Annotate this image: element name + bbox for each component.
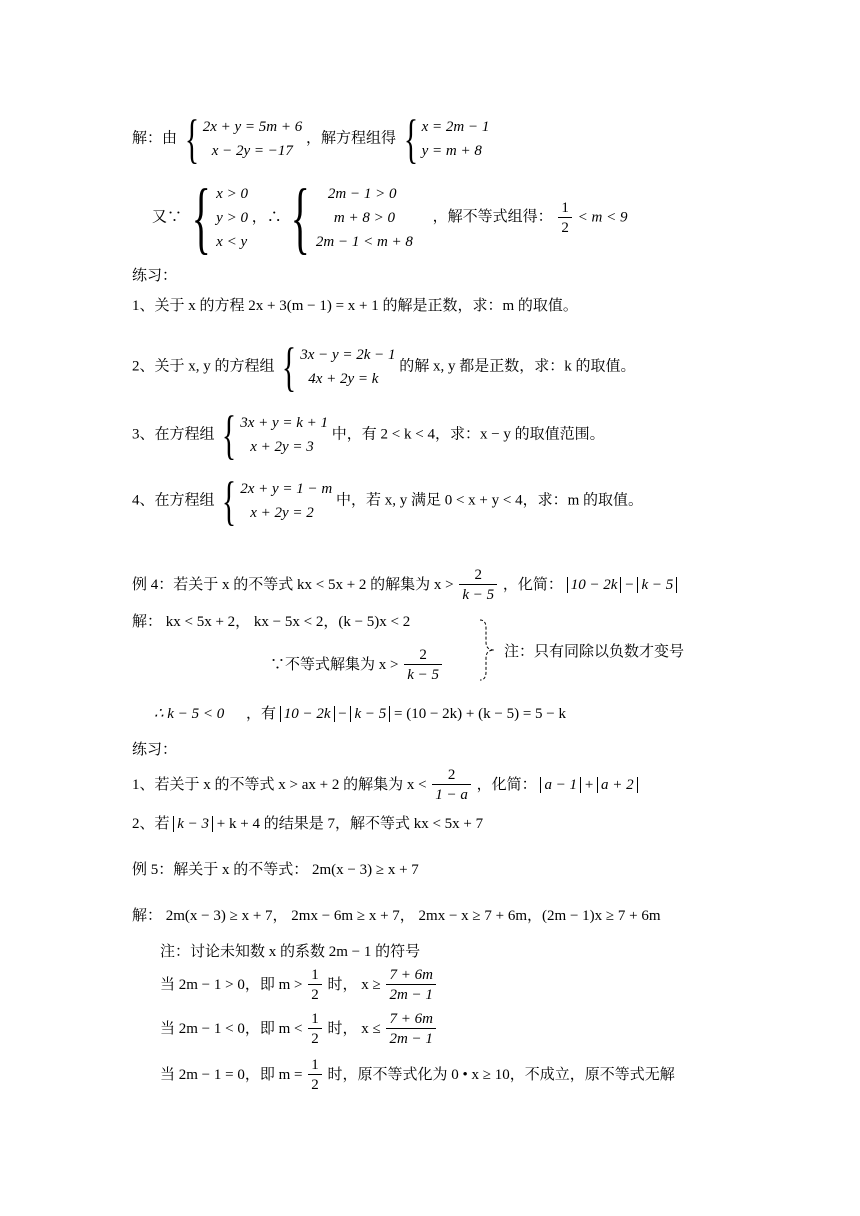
system-1: { 2x + y = 5m + 6 x − 2y = −17 (184, 109, 303, 169)
denominator: 2 (308, 984, 322, 1005)
absolute-value: 10 − 2k (280, 706, 335, 722)
fraction-half (308, 1056, 322, 1095)
denominator: 2 (558, 217, 572, 238)
text-segment: 时，原不等式化为 0 • x ≥ 10，不成立，原不等式无解 (327, 1066, 675, 1083)
right-brace-icon (478, 618, 498, 682)
fraction (386, 966, 435, 1005)
practice-question-3 (132, 405, 605, 465)
fraction (432, 766, 471, 805)
practice2-question-1 (132, 766, 638, 805)
ex3-solution-line1 (132, 109, 490, 169)
fraction-half (308, 1010, 322, 1049)
text-segment: + (584, 776, 594, 793)
numerator: 7 + 6m (389, 967, 433, 983)
text-segment: − (625, 576, 634, 593)
text-segment: ，化简： (502, 576, 563, 593)
text-segment: 例 4：若关于 x 的不等式 kx < 5x + 2 的解集为 x > (132, 576, 454, 593)
equation: 2x + y = 5m + 6 (202, 119, 303, 135)
inequality-system: { 2m − 1 > 0 m + 8 > 0 2m − 1 < m + 8 (291, 174, 413, 262)
equation: x = 2m − 1 (421, 119, 490, 135)
solution-prefix: 解：由 (132, 130, 178, 147)
denominator: 1 − a (432, 784, 471, 805)
system-2: { x = 2m − 1 y = m + 8 (403, 109, 490, 169)
numerator: 2 (419, 647, 427, 663)
equation: 2x + y = 1 − m (240, 481, 333, 497)
text-segment: 当 2m − 1 = 0，即 m = (160, 1066, 303, 1083)
text-segment: 当 2m − 1 > 0，即 m > (160, 976, 303, 993)
fraction (404, 646, 442, 685)
equation: 3x + y = k + 1 (240, 415, 329, 431)
fraction (459, 566, 497, 605)
example-5-note: 注：讨论未知数 x 的系数 2m − 1 的符号 (160, 944, 421, 960)
text-segment: 3、在方程组 (132, 426, 215, 443)
equation: x + 2y = 3 (250, 439, 314, 455)
text-segment: 的解 x, y 都是正数，求：k 的取值。 (399, 358, 636, 375)
denominator: 2m − 1 (386, 1028, 435, 1049)
text-segment: 中，若 x, y 满足 0 < x + y < 4，求：m 的取值。 (335, 492, 644, 509)
text-segment: 2、若 (132, 816, 170, 832)
ex3-solution-line2 (152, 174, 628, 262)
text-segment: < m < 9 (577, 209, 628, 226)
fraction-half (558, 199, 572, 238)
practice-question-4 (132, 471, 644, 531)
practice-heading-2: 练习： (132, 742, 178, 758)
practice-question-1: 1、关于 x 的方程 2x + 3(m − 1) = x + 1 的解是正数，求：m 的取值。 (132, 298, 578, 314)
equation: x + 2y = 2 (250, 505, 314, 521)
text-segment: 时， x ≥ (327, 976, 381, 993)
inequality: 2m − 1 < m + 8 (315, 234, 413, 250)
absolute-value: a + 2 (597, 777, 638, 793)
case-negative (160, 1010, 438, 1049)
text-segment: 中，有 2 < k < 4，求：x − y 的取值范围。 (331, 426, 605, 443)
denominator: 2 (308, 1074, 322, 1095)
equation: y = m + 8 (421, 143, 482, 159)
condition: y > 0 (216, 210, 248, 226)
example-4-solution-line2 (270, 646, 444, 685)
fraction-half (308, 966, 322, 1005)
case-positive (160, 966, 438, 1005)
example-4-solution-line1: 解： kx < 5x + 2， kx − 5x < 2，(k − 5)x < 2 (132, 614, 411, 630)
text-segment: 1、若关于 x 的不等式 x > ax + 2 的解集为 x < (132, 776, 427, 793)
system: { 3x − y = 2k − 1 4x + 2y = k (282, 337, 396, 397)
example-5-question: 例 5：解关于 x 的不等式： 2m(x − 3) ≥ x + 7 (132, 862, 419, 878)
text-segment: ∵不等式解集为 x > (270, 656, 399, 673)
text-segment: ，有 (245, 706, 276, 722)
system: { 2x + y = 1 − m x + 2y = 2 (222, 471, 333, 531)
text-segment: 当 2m − 1 < 0，即 m < (160, 1020, 303, 1037)
text-segment: = (10 − 2k) + (k − 5) = 5 − k (394, 706, 566, 722)
equation: 3x − y = 2k − 1 (300, 347, 396, 363)
inequality: 2m − 1 > 0 (327, 186, 397, 202)
denominator: 2 (308, 1028, 322, 1049)
practice-heading: 练习： (132, 268, 178, 284)
text-segment: 4、在方程组 (132, 492, 215, 509)
condition-system: { x > 0 y > 0 x < y (191, 174, 248, 262)
example-4-solution-line3 (154, 704, 566, 724)
text-segment: ，解方程组得 (305, 130, 396, 147)
numerator: 2 (447, 767, 456, 783)
numerator: 7 + 6m (389, 1011, 433, 1027)
denominator: 2m − 1 (386, 984, 435, 1005)
numerator: 1 (311, 967, 319, 983)
text-segment: ，解不等式组得： (432, 209, 553, 226)
denominator: k − 5 (404, 664, 442, 685)
case-zero (160, 1056, 675, 1095)
denominator: k − 5 (459, 584, 497, 605)
example-5-solution: 解： 2m(x − 3) ≥ x + 7， 2mx − 6m ≥ x + 7， 2mx − x ≥ 7 + 6m，(2m − 1)x ≥ 7 + 6m (132, 908, 661, 924)
text-segment: + k + 4 的结果是 7，解不等式 kx < 5x + 7 (216, 816, 484, 832)
absolute-value: k − 5 (637, 577, 677, 593)
condition: x < y (216, 234, 248, 250)
fraction (386, 1010, 435, 1049)
absolute-value: a − 1 (540, 777, 581, 793)
practice-question-2 (132, 337, 636, 397)
note-sign-change: 注：只有同除以负数才变号 (504, 644, 685, 660)
example-4-question (132, 566, 677, 605)
absolute-value: k − 5 (350, 706, 390, 722)
equation: x − 2y = −17 (211, 143, 293, 159)
numerator: 1 (311, 1057, 319, 1073)
condition: x > 0 (216, 186, 248, 202)
text-segment: 又∵ (152, 209, 183, 226)
text-segment: − (338, 706, 347, 722)
text-segment: 2、关于 x, y 的方程组 (132, 358, 275, 375)
inequality: m + 8 > 0 (333, 210, 395, 226)
absolute-value: k − 3 (173, 816, 213, 832)
absolute-value: 10 − 2k (567, 577, 622, 593)
equation: 4x + 2y = k (308, 371, 379, 387)
numerator: 1 (311, 1011, 319, 1027)
text-segment: ∴ k − 5 < 0 (154, 706, 225, 722)
numerator: 2 (474, 567, 483, 583)
system: { 3x + y = k + 1 x + 2y = 3 (222, 405, 329, 465)
text-segment: ，化简： (476, 776, 537, 793)
text-segment: ，∴ (251, 209, 282, 226)
text-segment: 时， x ≤ (327, 1020, 381, 1037)
numerator: 1 (561, 199, 569, 216)
practice2-question-2 (132, 814, 483, 834)
